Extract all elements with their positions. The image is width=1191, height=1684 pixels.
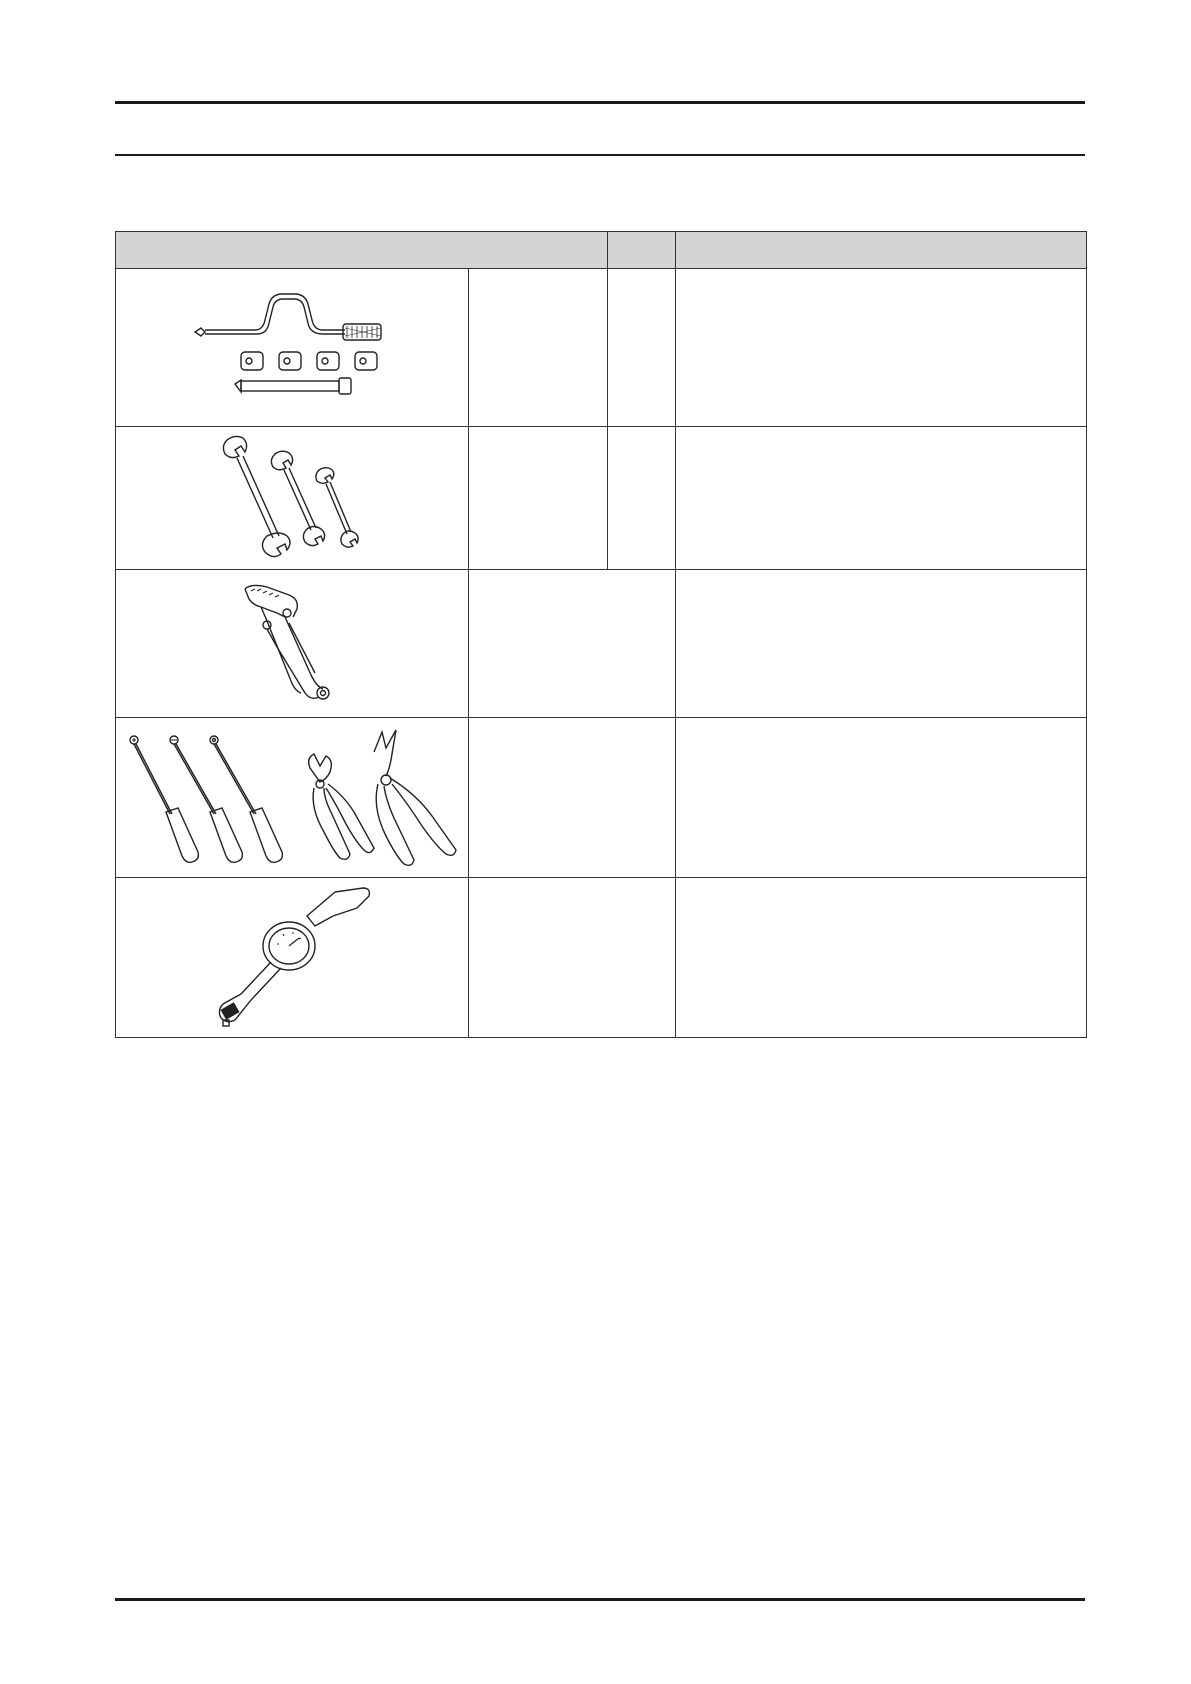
header-bottom-rule	[115, 154, 1085, 156]
socket-wrench-set-icon	[177, 288, 407, 408]
tool-name-cell	[469, 269, 608, 427]
tool-name-cell	[469, 718, 676, 878]
tool-image-cell	[116, 570, 469, 718]
tool-name-cell	[469, 570, 676, 718]
tool-use-cell	[676, 570, 1087, 718]
dial-torque-wrench-icon	[207, 886, 377, 1030]
tools-table	[115, 231, 1087, 1038]
table-row	[116, 570, 1087, 718]
tool-use-cell	[676, 878, 1087, 1038]
tool-use-cell	[676, 427, 1087, 570]
table-row	[116, 878, 1087, 1038]
tool-name-cell	[469, 427, 608, 570]
header-use	[676, 232, 1087, 269]
header-top-rule	[115, 101, 1085, 104]
tool-image-cell	[116, 269, 469, 427]
table-row	[116, 718, 1087, 878]
tool-name-cell	[469, 878, 676, 1038]
tool-image-cell	[116, 878, 469, 1038]
footer-rule	[115, 1598, 1085, 1601]
table-header-row	[116, 232, 1087, 269]
locking-pliers-icon	[227, 577, 357, 711]
table-row	[116, 427, 1087, 570]
screwdrivers-and-pliers-icon	[120, 728, 465, 868]
table-row	[116, 269, 1087, 427]
tool-image-cell	[116, 427, 469, 570]
tool-qty-cell	[608, 269, 676, 427]
tool-use-cell	[676, 269, 1087, 427]
tool-use-cell	[676, 718, 1087, 878]
header-tool	[116, 232, 608, 269]
tool-qty-cell	[608, 427, 676, 570]
header-quantity	[608, 232, 676, 269]
open-end-wrenches-icon	[207, 434, 377, 562]
tool-image-cell	[116, 718, 469, 878]
